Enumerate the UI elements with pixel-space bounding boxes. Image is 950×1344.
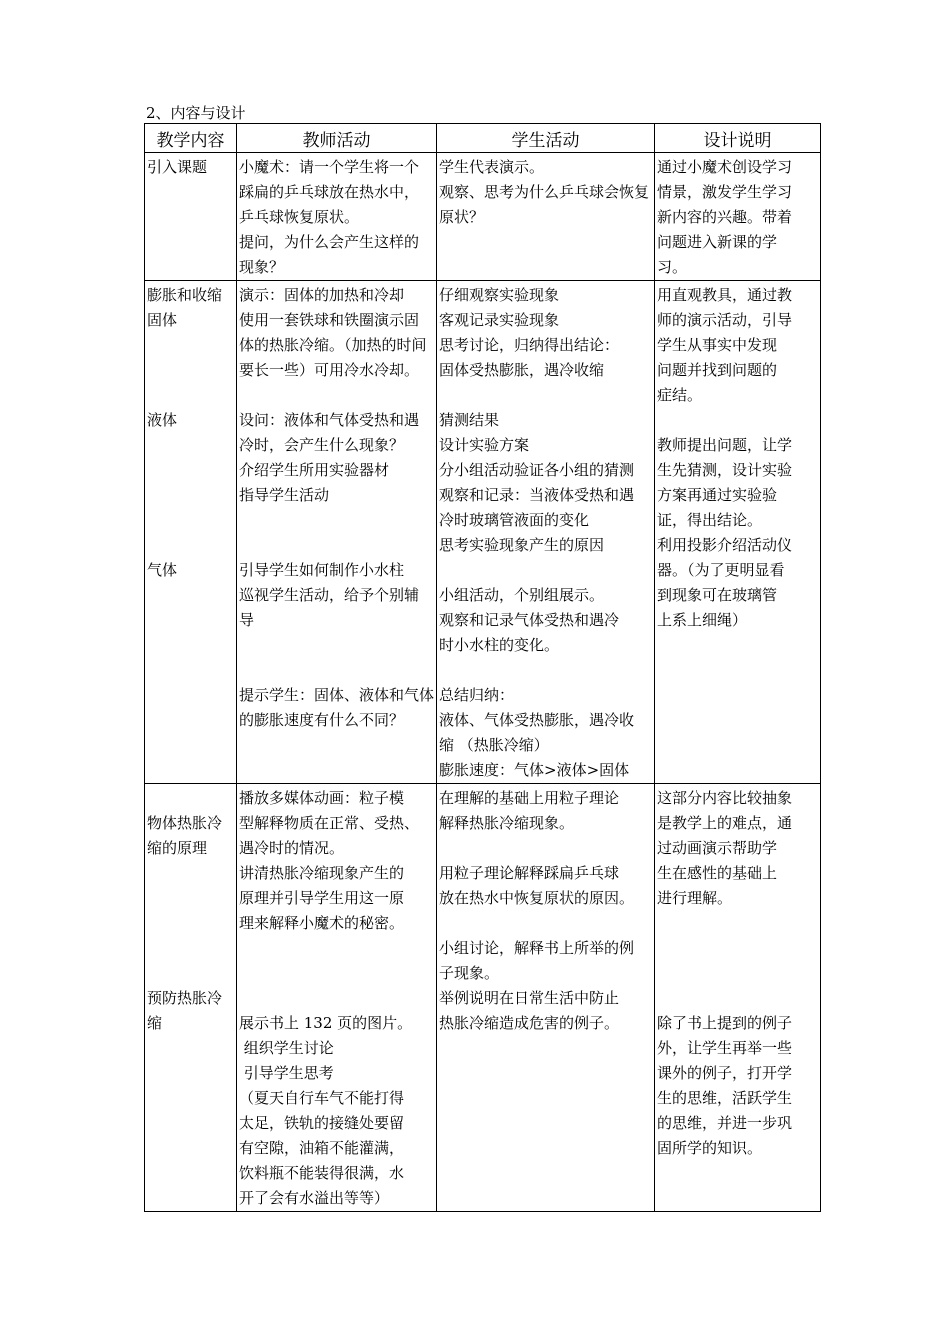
text-line: 有空隙，油箱不能灌满，: [239, 1139, 405, 1157]
text-line: 情景，激发学生学习: [657, 183, 793, 201]
text-line: 引导学生如何制作小水柱: [239, 561, 405, 579]
header-content: 教学内容: [145, 124, 237, 153]
header-student: 学生活动: [437, 124, 655, 153]
text-line: 缩的原理: [147, 839, 208, 857]
text-line: 开了会有水溢出等等）: [239, 1189, 390, 1207]
text-line: 到现象可在玻璃管: [657, 586, 778, 604]
text-line: 展示书上 132 页的图片。: [239, 1014, 413, 1032]
text-line: 方案再通过实验验: [657, 486, 778, 504]
cell-design: [655, 784, 821, 1212]
text-line: 是教学上的难点，通: [657, 814, 793, 832]
text-line: 器。（为了更明显看: [657, 561, 785, 579]
text-line: 设问：液体和气体受热和遇: [239, 411, 420, 429]
cell-student: [437, 153, 655, 281]
text-line: 型解释物质在正常、受热、: [239, 814, 420, 832]
text-line: 液体: [147, 411, 178, 429]
cell-teacher: [237, 784, 437, 1212]
text-line: 用直观教具，通过教: [657, 286, 793, 304]
text-line: 新内容的兴趣。带着: [657, 208, 793, 226]
cell-teacher: [237, 153, 437, 281]
cell-design: [655, 153, 821, 281]
text-line: 仔细观察实验现象: [439, 286, 560, 304]
text-line: 问题并找到问题的: [657, 361, 778, 379]
text-line: 外，让学生再举一些: [657, 1039, 793, 1057]
text-line: 液体、气体受热膨胀，遇冷收: [439, 711, 635, 729]
text-line: 这部分内容比较抽象: [657, 789, 793, 807]
table-header-row: [145, 124, 821, 153]
text-line: 进行理解。: [657, 889, 733, 907]
text-line: 预防热胀冷: [147, 989, 223, 1007]
text-line: 气体: [147, 561, 178, 579]
text-line: 除了书上提到的例子: [657, 1014, 793, 1032]
text-line: 放在热水中恢复原状的原因。: [439, 889, 635, 907]
text-line: 时小水柱的变化。: [439, 636, 560, 654]
text-line: 观察和记录气体受热和遇冷: [439, 611, 620, 629]
text-line: 用粒子理论解释踩扁乒乓球: [439, 864, 620, 882]
text-line: 通过小魔术创设学习: [657, 158, 793, 176]
text-line: 播放多媒体动画：粒子模: [239, 789, 405, 807]
text-line: 小组讨论，解释书上所举的例: [439, 939, 635, 957]
cell-design: [655, 281, 821, 784]
text-line: 猜测结果: [439, 411, 500, 429]
text-line: 冷时玻璃管液面的变化: [439, 511, 590, 529]
text-line: 客观记录实验现象: [439, 311, 560, 329]
text-line: 缩: [147, 1014, 163, 1032]
text-line: 固体: [147, 311, 178, 329]
table-row: [145, 153, 821, 281]
text-line: 饮料瓶不能装得很满，水: [239, 1164, 405, 1182]
cell-content: [145, 281, 237, 784]
text-line: 膨胀和收缩: [147, 286, 223, 304]
text-line: 介绍学生所用实验器材: [239, 461, 390, 479]
text-line: 现象？: [239, 258, 285, 276]
text-line: 思考实验现象产生的原因: [439, 536, 605, 554]
text-line: 踩扁的乒乓球放在热水中，: [239, 183, 420, 201]
text-line: 问题进入新课的学: [657, 233, 778, 251]
text-line: 原状？: [439, 208, 485, 226]
text-line: 缩 （热胀冷缩）: [439, 736, 549, 754]
text-line: 生的思维，活跃学生: [657, 1089, 793, 1107]
text-line: 使用一套铁球和铁圈演示固: [239, 311, 420, 329]
text-line: 小组活动，个别组展示。: [439, 586, 605, 604]
text-line: 学生代表演示。: [439, 158, 545, 176]
text-line: 固体受热膨胀，遇冷收缩: [439, 361, 605, 379]
text-line: 热胀冷缩造成危害的例子。: [439, 1014, 620, 1032]
text-line: 上系上细绳）: [657, 611, 748, 629]
text-line: 观察和记录：当液体受热和遇: [439, 486, 635, 504]
text-line: 讲清热胀冷缩现象产生的: [239, 864, 405, 882]
text-line: 设计实验方案: [439, 436, 530, 454]
header-design: 设计说明: [655, 124, 821, 153]
text-line: 膨胀速度：气体>液体>固体: [439, 761, 630, 779]
text-line: 原理并引导学生用这一原: [239, 889, 405, 907]
text-line: 证，得出结论。: [657, 511, 763, 529]
text-line: 提问，为什么会产生这样的: [239, 233, 420, 251]
text-line: 思考讨论，归纳得出结论：: [439, 336, 620, 354]
text-line: 演示：固体的加热和冷却: [239, 286, 405, 304]
text-line: 总结归纳：: [439, 686, 515, 704]
text-line: 遇冷时的情况。: [239, 839, 345, 857]
text-line: 理来解释小魔术的秘密。: [239, 914, 405, 932]
text-line: 固所学的知识。: [657, 1139, 763, 1157]
text-line: 课外的例子，打开学: [657, 1064, 793, 1082]
text-line: 的思维，并进一步巩: [657, 1114, 793, 1132]
text-line: 乒乓球恢复原状。: [239, 208, 360, 226]
text-line: 组织学生讨论: [239, 1039, 334, 1057]
lesson-plan-table: [144, 123, 821, 1212]
text-line: 举例说明在日常生活中防止: [439, 989, 620, 1007]
section-title: 2、内容与设计: [146, 104, 246, 122]
cell-content: [145, 784, 237, 1212]
text-line: 学生从事实中发现: [657, 336, 778, 354]
cell-teacher: [237, 281, 437, 784]
text-line: 过动画演示帮助学: [657, 839, 778, 857]
text-line: 体的热胀冷缩。（加热的时间: [239, 336, 427, 354]
text-line: 观察、思考为什么乒乓球会恢复: [439, 183, 650, 201]
text-line: 要长一些）可用冷水冷却。: [239, 361, 420, 379]
text-line: 小魔术：请一个学生将一个: [239, 158, 420, 176]
cell-content: [145, 153, 237, 281]
text-line: 子现象。: [439, 964, 500, 982]
text-line: （夏天自行车气不能打得: [239, 1089, 405, 1107]
text-line: 生在感性的基础上: [657, 864, 778, 882]
cell-student: [437, 281, 655, 784]
text-line: 引导学生思考: [239, 1064, 334, 1082]
header-teacher: 教师活动: [237, 124, 437, 153]
text-line: 太足，铁轨的接缝处要留: [239, 1114, 405, 1132]
text-line: 导: [239, 611, 255, 629]
cell-student: [437, 784, 655, 1212]
text-line: 利用投影介绍活动仪: [657, 536, 793, 554]
text-line: 冷时，会产生什么现象？: [239, 436, 405, 454]
table-row: [145, 784, 821, 1212]
text-line: 物体热胀冷: [147, 814, 223, 832]
text-line: 引入课题: [147, 158, 208, 176]
text-line: 症结。: [657, 386, 703, 404]
text-line: 指导学生活动: [239, 486, 330, 504]
text-line: 教师提出问题，让学: [657, 436, 793, 454]
text-line: 提示学生：固体、液体和气体: [239, 686, 435, 704]
text-line: 生先猜测，设计实验: [657, 461, 793, 479]
text-line: 师的演示活动，引导: [657, 311, 793, 329]
text-line: 在理解的基础上用粒子理论: [439, 789, 620, 807]
text-line: 巡视学生活动，给予个别辅: [239, 586, 420, 604]
text-line: 习。: [657, 258, 688, 276]
text-line: 解释热胀冷缩现象。: [439, 814, 575, 832]
text-line: 分小组活动验证各小组的猜测: [439, 461, 635, 479]
table-row: [145, 281, 821, 784]
text-line: 的膨胀速度有什么不同？: [239, 711, 405, 729]
